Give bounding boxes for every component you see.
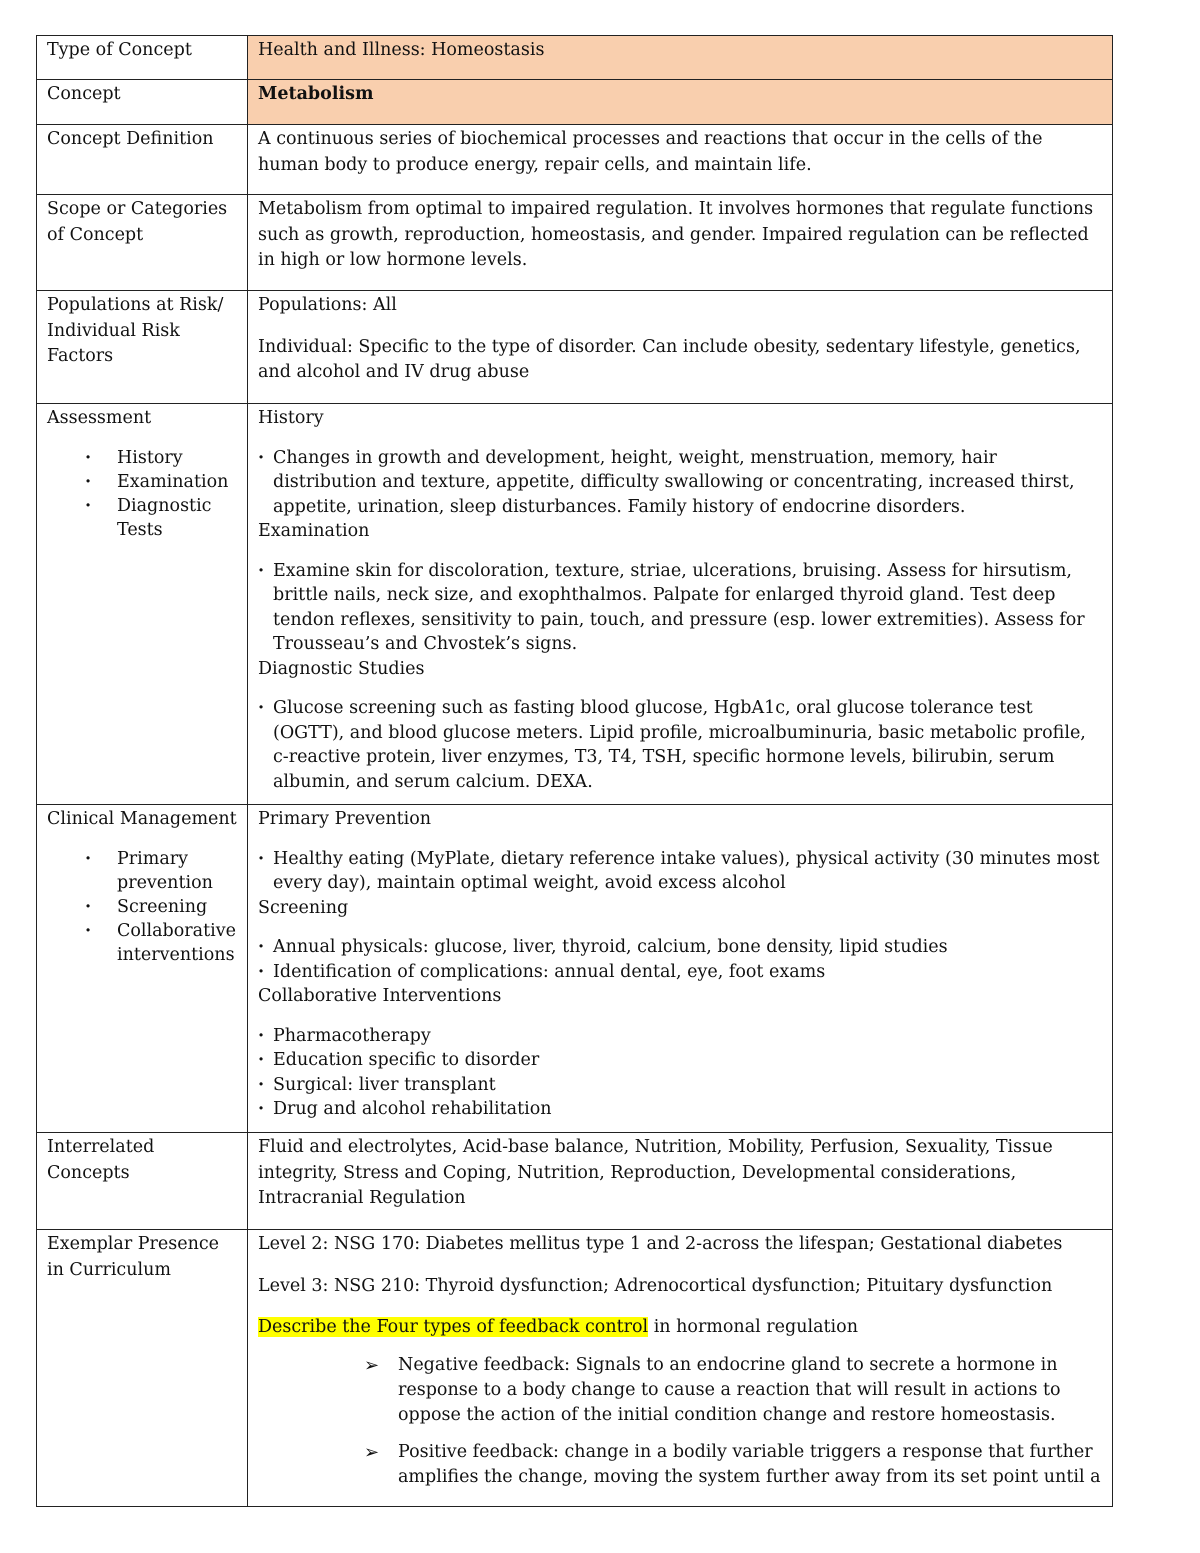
list-item: · Education specific to disorder [258,1048,1102,1073]
row-populations [37,291,1113,404]
highlighted-text: Describe the Four types of feedback control [258,1317,649,1337]
list-item: · Diagnostic Tests [47,494,237,542]
screening-heading: Screening [258,897,349,918]
examination-list [258,559,1102,657]
list-item: · Surgical: liver transplant [258,1073,1102,1098]
screening-list [258,935,1102,984]
row-label: Interrelated Concepts [37,1133,248,1230]
row-label: Clinical Management [47,809,237,829]
feedback-text: Negative feedback: Signals to an endocrine gland to secrete a hormone in response to a body change to cause a reaction that will result in actions to oppose the action of the initial condition change and restore homeostasis. [398,1354,1061,1425]
list-item: · Identification of complications: annual dental, eye, foot exams [258,960,1102,985]
list-item: · History [47,446,237,470]
row-interrelated [37,1133,1113,1230]
concept-value: Metabolism [248,80,1113,125]
row-clinical-management [37,805,1113,1133]
feedback-text: Positive feedback: change in a bodily variable triggers a response that further amplifies the change, moving the system further away from its set point until a [398,1441,1101,1487]
row-label: Exemplar Presence in Curriculum [37,1230,248,1507]
row-label: Concept Definition [37,125,248,195]
diagnostic-heading: Diagnostic Studies [258,658,425,679]
level-3-text: Level 3: NSG 210: Thyroid dysfunction; Adrenocortical dysfunction; Pituitary dysfunction [258,1275,1053,1296]
row-label: Type of Concept [37,36,248,80]
type-value: Health and Illness: Homeostasis [248,36,1113,80]
row-label: Concept [37,80,248,125]
populations-all: Populations: All [258,295,397,315]
interrelated-value: Fluid and electrolytes, Acid-base balance, Nutrition, Mobility, Perfusion, Sexuality, Tissue integrity, Stress and Coping, Nutrition, Reproduction, Developmental considerations, Intracranial Regulation [248,1133,1113,1230]
list-item: · Changes in growth and development, height, weight, menstruation, memory, hair distribution and texture, appetite, difficulty swallowing or concentrating, increased thirst, appetite, urination, sleep disturbances. Family history of endocrine disorders. [258,446,1102,520]
populations-cell [248,291,1113,404]
row-concept [37,80,1113,125]
row-scope [37,195,1113,291]
list-item: · Collaborative interventions [47,919,237,967]
clinical-sub-list [47,847,237,967]
row-type-of-concept [37,36,1113,80]
feedback-list [258,1353,1102,1490]
scope-value: Metabolism from optimal to impaired regulation. It involves hormones that regulate functions such as growth, reproduction, homeostasis, and gender. Impaired regulation can be reflected in high or low hormone levels. [248,195,1113,291]
list-item: · Primary prevention [47,847,237,895]
history-heading: History [258,408,324,428]
row-definition [37,125,1113,195]
collaborative-heading: Collaborative Interventions [258,986,502,1006]
list-item: · Pharmacotherapy [258,1024,1102,1049]
concept-table [36,35,1113,1507]
row-label: Assessment [47,408,152,428]
list-item: · Screening [47,895,237,919]
diagnostic-list [258,696,1102,794]
list-item: · Examination [47,470,237,494]
list-item: · Examine skin for discoloration, texture, striae, ulcerations, bruising. Assess for hirsutism, brittle nails, neck size, and exophthalmos. Palpate for enlarged thyroid gland. Test deep tendon reflexes, sensitivity to pain, touch, and pressure (esp. lower extremities). Assess for Trousseau’s and Chvostek’s signs. [258,559,1102,657]
list-item: · Drug and alcohol rehabilitation [258,1097,1102,1122]
clinical-label-cell [37,805,248,1133]
exemplar-cell [248,1230,1113,1507]
list-item [258,1440,1102,1490]
row-label: Populations at Risk/ Individual Risk Factors [37,291,248,404]
clinical-cell [248,805,1113,1133]
examination-heading: Examination [258,521,370,541]
arrow-bullet-icon: ➢ [364,1441,380,1463]
assessment-sub-list [47,446,237,542]
collaborative-list [258,1024,1102,1122]
assessment-label-cell [37,404,248,805]
populations-individual: Individual: Specific to the type of disorder. Can include obesity, sedentary lifestyle, genetics, and alcohol and IV drug abuse [258,336,1081,382]
list-item: · Glucose screening such as fasting blood glucose, HgbA1c, oral glucose tolerance test (OGTT), and blood glucose meters. Lipid profile, microalbuminuria, basic metabolic profile, c-reactive protein, liver enzymes, T3, T4, TSH, specific hormone levels, bilirubin, serum albumin, and serum calcium. DEXA. [258,696,1102,794]
arrow-bullet-icon: ➢ [364,1354,380,1376]
row-exemplar [37,1230,1113,1507]
feedback-prompt [258,1315,1102,1341]
assessment-cell [248,404,1113,805]
list-item [258,1353,1102,1428]
definition-value: A continuous series of biochemical processes and reactions that occur in the cells of the human body to produce energy, repair cells, and maintain life. [248,125,1113,195]
list-item: · Annual physicals: glucose, liver, thyroid, calcium, bone density, lipid studies [258,935,1102,960]
list-item: · Healthy eating (MyPlate, dietary reference intake values), physical activity (30 minutes most every day), maintain optimal weight, avoid excess alcohol [258,847,1102,896]
level-2-text: Level 2: NSG 170: Diabetes mellitus type 1 and 2-across the lifespan; Gestational diabetes [258,1234,1063,1254]
history-list [258,446,1102,520]
row-assessment [37,404,1113,805]
row-label: Scope or Categories of Concept [37,195,248,291]
primary-prevention-list [258,847,1102,896]
prompt-rest: in hormonal regulation [648,1317,858,1337]
primary-prevention-heading: Primary Prevention [258,809,432,829]
